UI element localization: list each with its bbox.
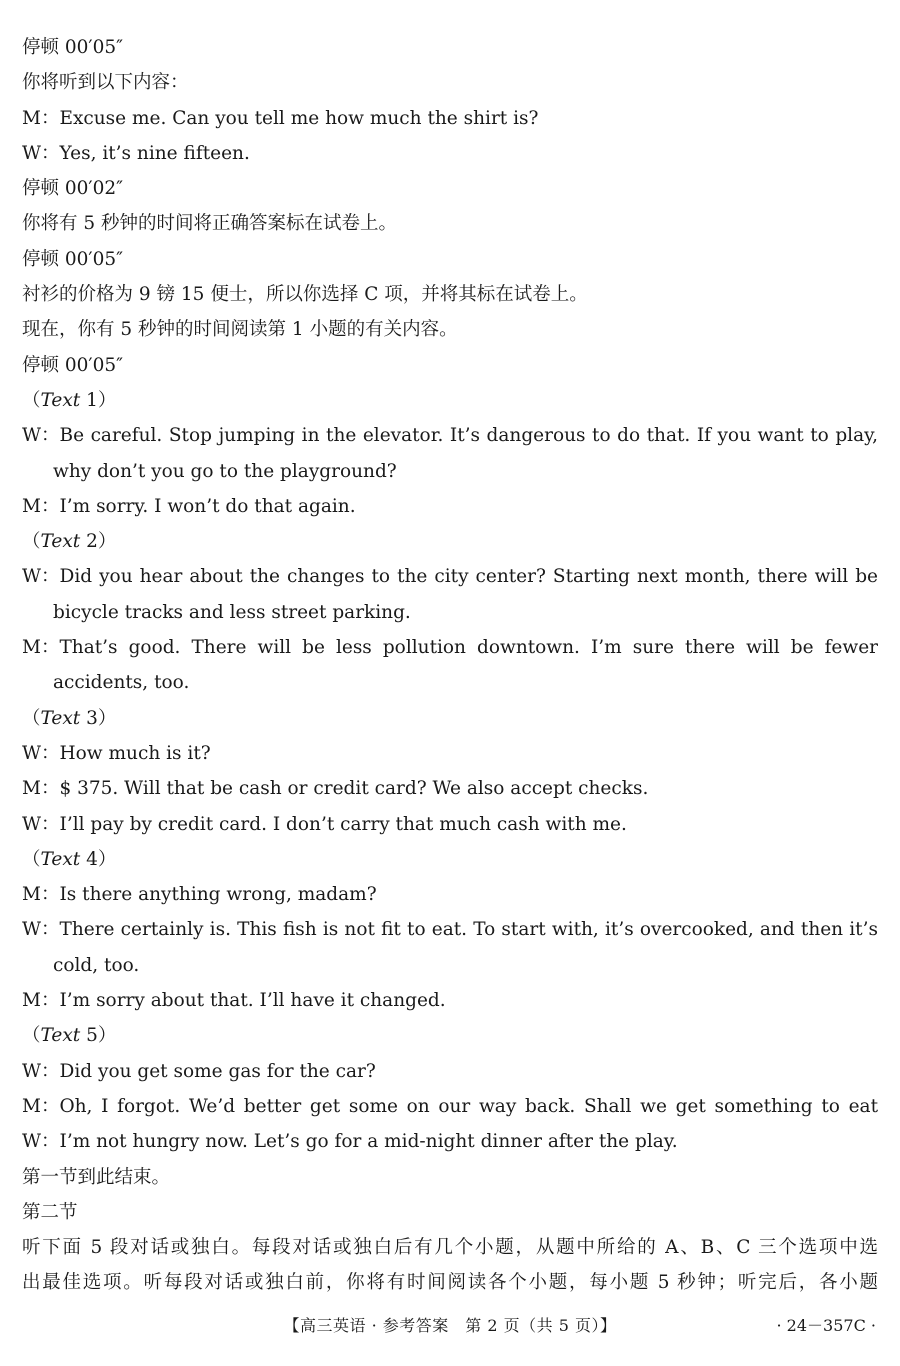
line-text: Is there anything wrong, madam? — [59, 884, 377, 906]
line-text: How much is it? — [59, 742, 211, 764]
answer-key-body — [22, 30, 878, 1301]
text-label-number: 5 — [86, 1025, 98, 1047]
line-text: why don’t you go to the playground? — [53, 460, 397, 482]
transcript-line — [22, 242, 878, 277]
line-text: accidents, too. — [53, 672, 190, 694]
dialogue-line — [22, 489, 878, 524]
text-label-number: 1 — [86, 389, 98, 411]
dialogue-line — [22, 630, 878, 665]
line-text: 停顿 00′05″ — [22, 354, 124, 376]
text-label-word: Text — [40, 531, 81, 553]
line-text: Be careful. Stop jumping in the elevator. It’s dangerous to do that. If you want to play, — [59, 425, 878, 447]
text-label-number: 2 — [86, 531, 98, 553]
dialogue-line — [22, 877, 878, 912]
text-label-word: Text — [40, 1025, 81, 1047]
line-text: That’s good. There will be less pollution downtown. I’m sure there will be fewer — [59, 637, 878, 659]
speaker-label: M： — [22, 884, 60, 906]
speaker-label: W： — [22, 1131, 60, 1153]
speaker-label: M： — [22, 637, 60, 659]
page-footer — [0, 1311, 900, 1341]
line-text: 停顿 00′05″ — [22, 37, 124, 58]
footer-paper-code: · 24－357C · — [776, 1316, 876, 1335]
transcript-line — [22, 312, 878, 347]
line-text: 你将听到以下内容： — [22, 72, 189, 94]
transcript-line — [22, 1230, 878, 1265]
line-text: 你将有 5 秒钟的时间将正确答案标在试卷上。 — [22, 213, 398, 235]
line-text: There certainly is. This fish is not fit to eat. To start with, it’s overcooked, and then it’s — [59, 919, 878, 941]
text-label-word: Text — [40, 848, 81, 870]
transcript-line — [22, 665, 878, 700]
speaker-label: M： — [22, 990, 60, 1012]
text-label-word: Text — [40, 707, 81, 729]
line-text: I’m not hungry now. Let’s go for a mid-night dinner after the play. — [59, 1131, 678, 1153]
speaker-label: W： — [22, 425, 60, 447]
line-text: 现在，你有 5 秒钟的时间阅读第 1 小题的有关内容。 — [22, 319, 458, 341]
line-text: I’m sorry. I won’t do that again. — [59, 495, 356, 517]
dialogue-line — [22, 1089, 878, 1124]
dialogue-line — [22, 101, 878, 136]
line-text: I’ll pay by credit card. I don’t carry that much cash with me. — [59, 813, 627, 835]
line-text: Excuse me. Can you tell me how much the shirt is? — [59, 107, 539, 129]
speaker-label: W： — [22, 142, 60, 164]
speaker-label: M： — [22, 778, 60, 800]
transcript-line — [22, 948, 878, 983]
line-text: $ 375. Will that be cash or credit card? We also accept checks. — [59, 778, 649, 800]
dialogue-line — [22, 418, 878, 453]
line-text: cold, too. — [53, 954, 140, 976]
transcript-line — [22, 30, 878, 65]
speaker-label: M： — [22, 1095, 60, 1117]
transcript-line — [22, 277, 878, 312]
text-label-word: Text — [40, 389, 81, 411]
dialogue-line — [22, 136, 878, 171]
text-label-number: 4 — [86, 848, 98, 870]
line-text: 第二节 — [22, 1201, 78, 1223]
dialogue-line — [22, 983, 878, 1018]
speaker-label: M： — [22, 107, 60, 129]
line-text: Did you hear about the changes to the city center? Starting next month, there will be — [59, 566, 878, 588]
line-text: 听下面 5 段对话或独白。每段对话或独白后有几个小题，从题中所给的 A、B、C 三个选项中选 — [22, 1237, 878, 1259]
text-section-label: （Text 2） — [22, 531, 117, 553]
transcript-line — [22, 1265, 878, 1300]
line-text: Oh, I forgot. We’d better get some on our way back. Shall we get something to eat — [59, 1095, 878, 1117]
line-text: 衬衫的价格为 9 镑 15 便士，所以你选择 C 项，并将其标在试卷上。 — [22, 284, 588, 306]
speaker-label: W： — [22, 813, 60, 835]
speaker-label: W： — [22, 566, 60, 588]
line-text: 第一节到此结束。 — [22, 1166, 171, 1188]
transcript-line — [22, 206, 878, 241]
line-text: 停顿 00′02″ — [22, 178, 124, 200]
line-text: Did you get some gas for the car? — [59, 1060, 376, 1082]
transcript-line — [22, 171, 878, 206]
line-text: 停顿 00′05″ — [22, 248, 124, 270]
dialogue-line — [22, 807, 878, 842]
transcript-line — [22, 348, 878, 383]
transcript-line — [22, 454, 878, 489]
dialogue-line — [22, 559, 878, 594]
text-section-label: （Text 3） — [22, 707, 117, 729]
line-text: bicycle tracks and less street parking. — [53, 601, 411, 623]
transcript-line — [22, 1195, 878, 1230]
speaker-label: W： — [22, 1060, 60, 1082]
line-text: 出最佳选项。听每段对话或独白前，你将有时间阅读各个小题，每小题 5 秒钟；听完后，各小题 — [22, 1272, 878, 1294]
transcript-line — [22, 1160, 878, 1195]
dialogue-line — [22, 912, 878, 947]
text-section-label: （Text 5） — [22, 1025, 117, 1047]
transcript-line — [22, 65, 878, 100]
speaker-label: M： — [22, 495, 60, 517]
text-section-label: （Text 4） — [22, 848, 117, 870]
footer-page-info: 【高三英语 · 参考答案 第 2 页（共 5 页）】 — [283, 1316, 617, 1335]
dialogue-line — [22, 1124, 878, 1159]
text-section-label: （Text 1） — [22, 389, 117, 411]
speaker-label: W： — [22, 919, 60, 941]
dialogue-line — [22, 1054, 878, 1089]
speaker-label: W： — [22, 742, 60, 764]
dialogue-line — [22, 771, 878, 806]
text-label-number: 3 — [86, 707, 98, 729]
transcript-line — [22, 595, 878, 630]
dialogue-line — [22, 736, 878, 771]
line-text: I’m sorry about that. I’ll have it changed. — [59, 990, 446, 1012]
line-text: Yes, it’s nine fifteen. — [59, 142, 250, 164]
